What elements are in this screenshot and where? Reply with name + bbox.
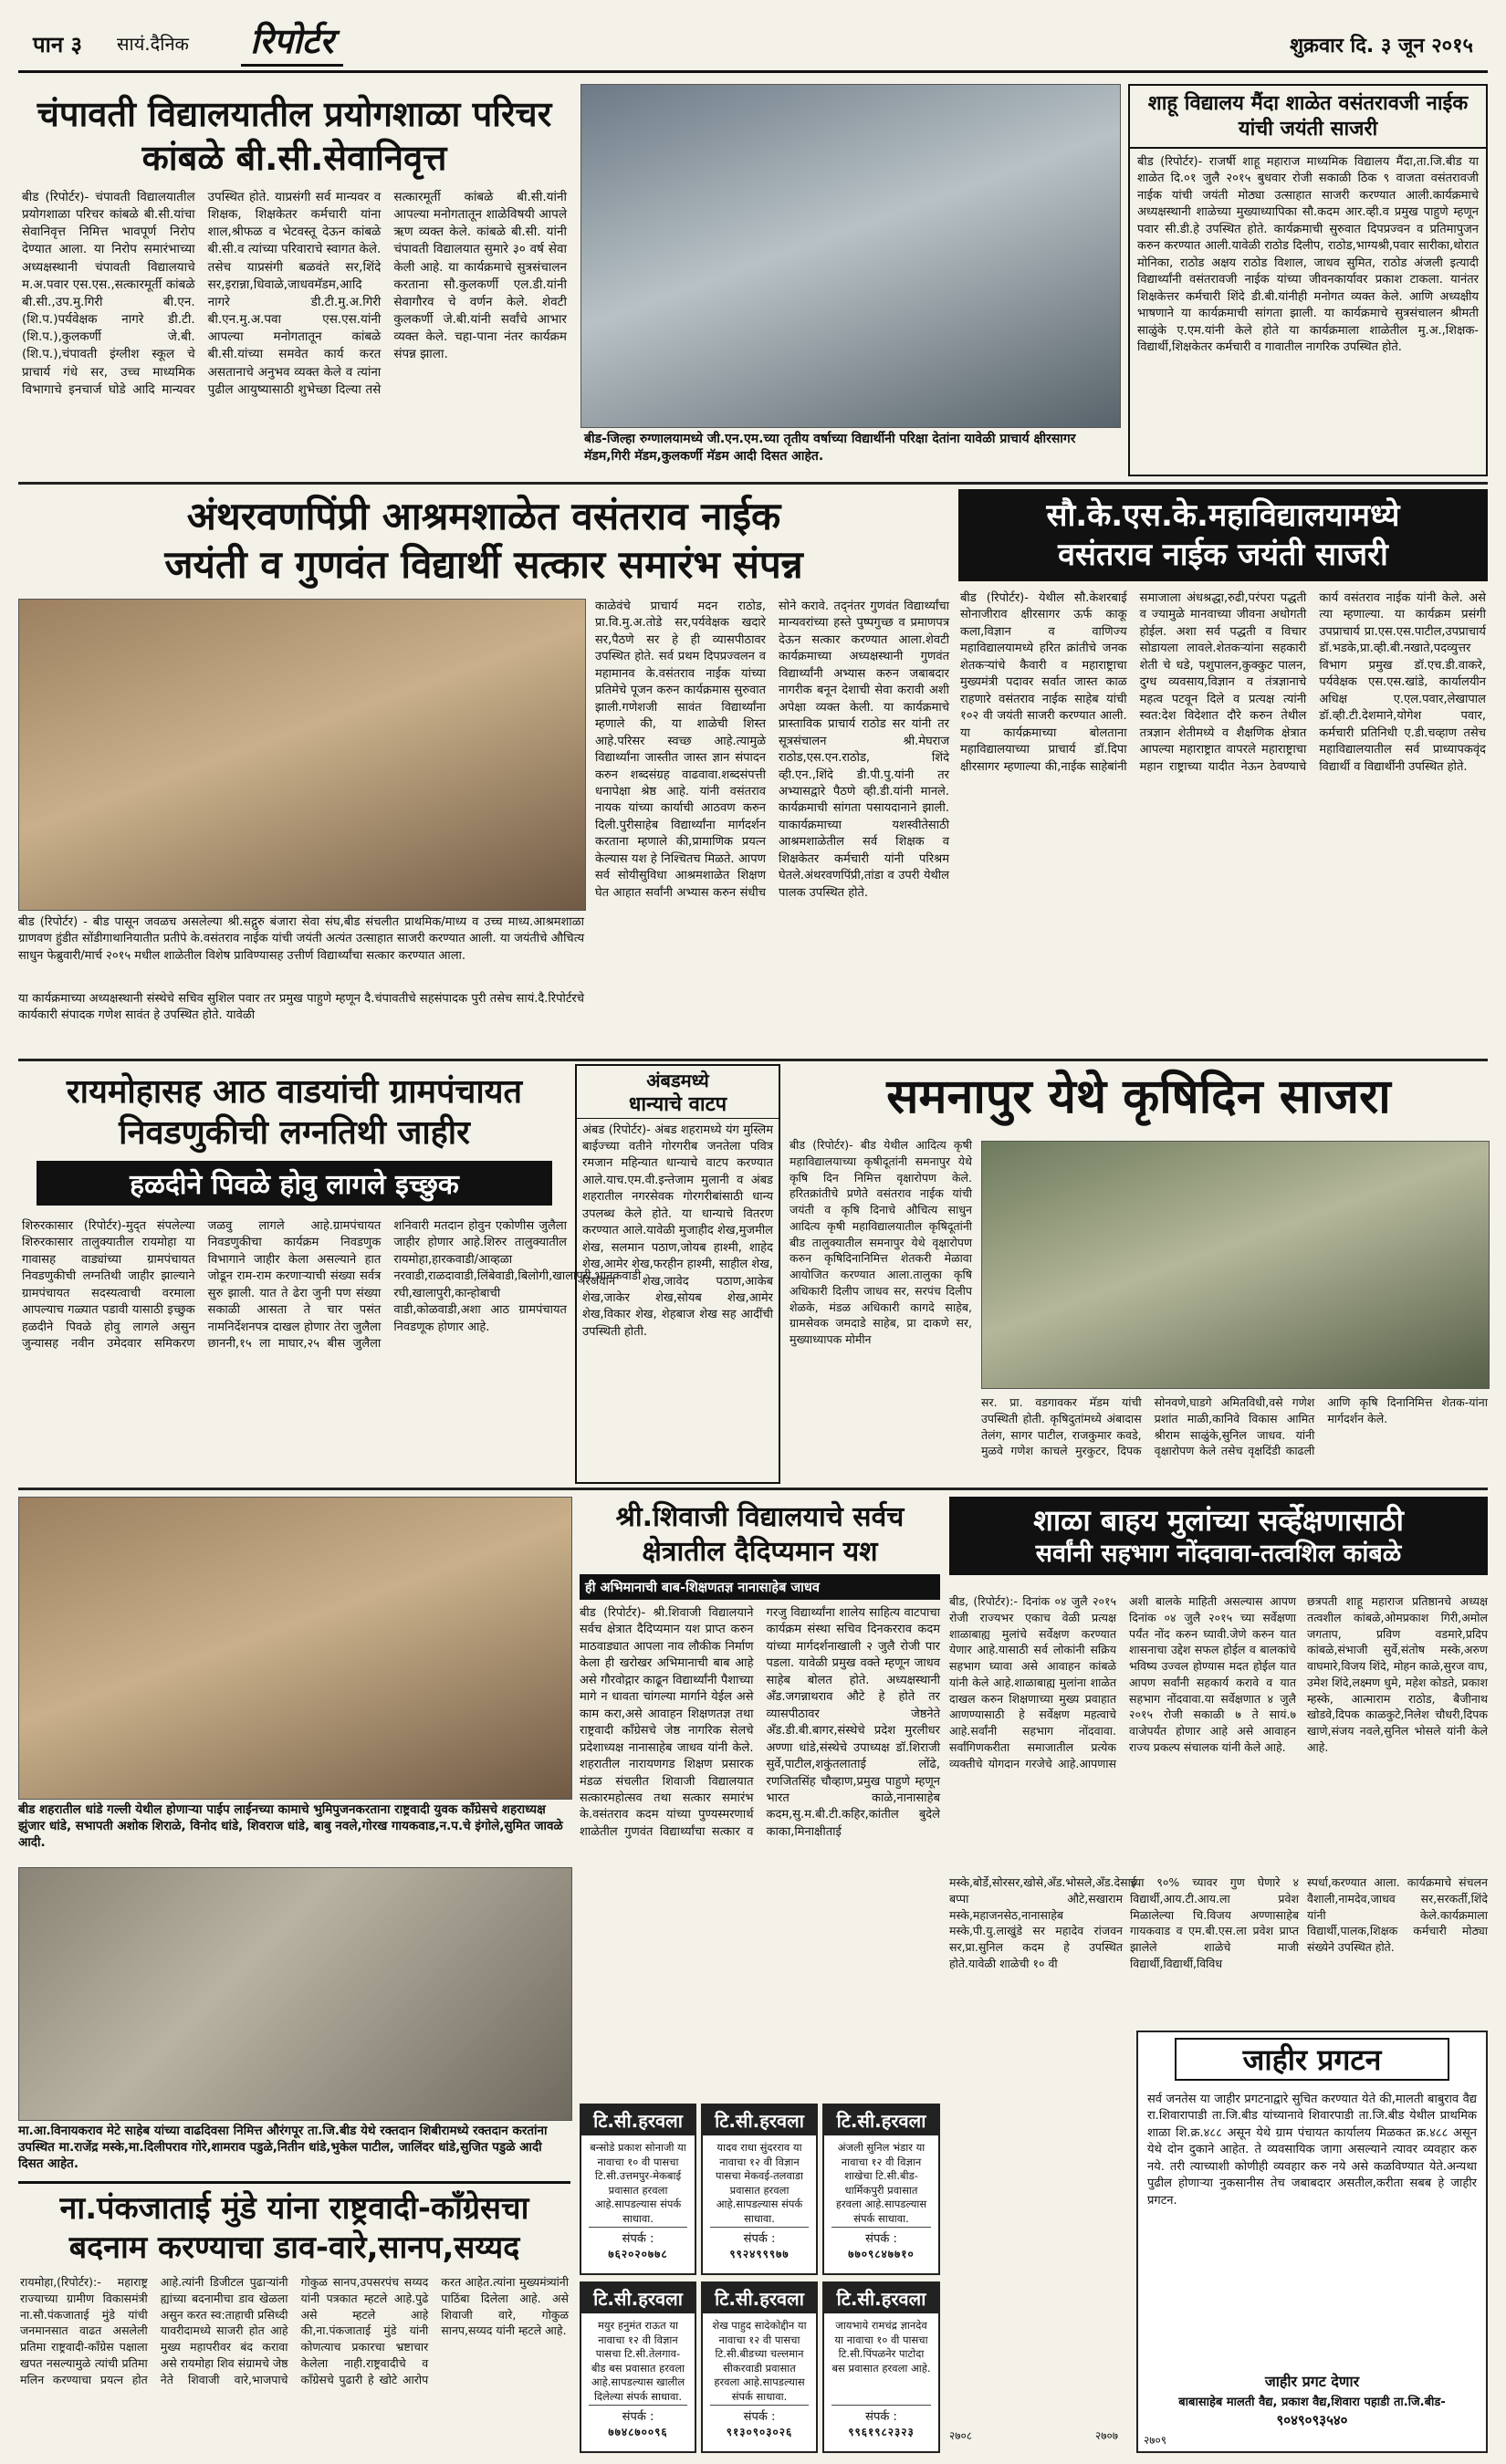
article-shivaji-title-1: श्री.शिवाजी विद्यालयाचे सर्वच xyxy=(615,1501,905,1533)
ad-1-head: टि.सी.हरवला xyxy=(581,2105,695,2135)
blood-donation-caption: मा.आ.विनायकराव मेटे साहेब यांच्या वाढदिवसा निमित्त औरंगपूर ता.जि.बीड येथे रक्तदान शिबीरामध्ये रक्तदान करतांना उपस्थित मा.राजेंद्र मस्के,मा.दिलीपराव गोरे,शामराव पडुळे,नितीन धांडे,भुकेल पाटील, जालिंदर धांडे,सुजित पडुळे आदी दिसत आहेत. xyxy=(18,2124,548,2172)
antharvan-caption-2: या कार्यक्रमाच्या अध्यक्षस्थानी संस्थेचे सचिव सुशिल पवार तर प्रमुख पाहुणे म्हणून दै.चंपावतीचे सहसंपादक पुरी तसेच सायं.दै.रिपोर्टरचे कार्यकारी संपादक गणेश सावंत हे उपस्थित होते. यावेळी xyxy=(18,992,584,1023)
article-raimoha xyxy=(18,1064,642,1484)
article-raimoha-title-2: निवडणुकीची लग्नतिथी जाहीर xyxy=(119,1114,470,1152)
divider-row2 xyxy=(18,1059,1488,1061)
samnapur-caption: सर. प्रा. वडगावकर मॅडम यांची उपस्थिती होती. कृषिदुतांमध्ये अंबादास तेलंग, सागर पाटील, राजकुमार कवडे, मुळवे गणेश काचले मुरकुटर, दिपक सोनवणे,घाडगे अमितविधी,वसे गणेश प्रशांत माळी,कानिवे विकास आमित श्रीराम साळुंके,सुनिल जाधव. यांनी वृक्षारोपण केले तसेच वृक्षदिंडी काढली आणि कृषि दिनानिमित्त शेतक-यांना मार्गदर्शन केले. xyxy=(981,1395,1488,1458)
article-antharvan-title-1: अंथरवणपिंप्री आश्रमशाळेत वसंतराव नाईक xyxy=(186,494,781,538)
article-champavati-body: बीड (रिपोर्टर)- चंपावती विद्यालयातील प्रयोगशाळा परिचर कांबळे बी.सी.यांचा सेवानिवृत्त निमित्त भावपूर्ण निरोप देण्यात आला. या निरोप समारंभाच्या अध्यक्षस्थानी चंपावती विद्यालयाचे म.अ.पवार एस.एस.,सत्कारमूर्ती कांबळे बी.सी.,उप.मु.गिरी बी.एन.(शि.प.)पर्यवेक्षक नागरे डी.टी.(शि.प.),कुलकर्णी जे.बी.(शि.प.),चंपावती इंग्लीश स्कूल चे प्राचार्य गंधे सर, उच्च माध्यमिक विभागाचे इनचार्ज घोडे आदि मान्यवर उपस्थित होते. याप्रसंगी सर्व मान्यवर व शिक्षक, शिक्षकेतर कर्मचारी यांना शाल,श्रीफळ व भेटवस्तू देऊन कांबळे बी.सी.व त्यांच्या परिवाराचे स्वागत केले. तसेच याप्रसंगी बळवंते सर,शिंदे सर,इरान्ना,धिवाळे,जाधवमॅडम,आदि नागरे डी.टी.मु.अ.गिरी बी.एन.मु.अ.पवा एस.एस.यांनी आपल्या मनोगतातून कांबळे बी.सी.यांच्या समवेत कार्य करत असतानाचे अनुभव व्यक्त केले व त्यांना पुढील आयुष्यासाठी शुभेच्छा दिल्या तसे सत्कारमूर्ती कांबळे बी.सी.यांनी आपल्या मनोगतातून शाळेविषयी आपले ऋण व्यक्त केले. कांबळे बी.सी. यांनी चंपावती विद्यालयात सुमारे ३० वर्ष सेवा केली आहे. या कार्यक्रमाचे सुत्रसंचालन करताना सौ.कुलकर्णी एल.डी.यांनी सेवागौरव चे वर्णन केले. शेवटी कुलकर्णी जे.बी.यांनी सर्वांचे आभार व्यक्त केले. चहा-पाना नंतर कार्यक्रम संपन्न झाला. xyxy=(22,190,567,397)
ad-tc-lost-2 xyxy=(701,2104,818,2275)
article-samnapur xyxy=(790,1064,1488,1484)
article-sks-title-2: वसंतराव नाईक जयंती साजरी xyxy=(1058,536,1388,573)
ad-4-phone: ७७४८७००९६ xyxy=(608,2426,668,2438)
article-sks-body: बीड (रिपोर्टर)- येथील सौ.केशरबाई सोनाजीराव क्षीरसागर ऊर्फ काकू कला,विज्ञान व वाणिज्य महाविद्यालयामध्ये हरित क्रांतीचे जनक शेतकऱ्यांचे कैवारी व महाराष्ट्राचा मुख्यमंत्री पदावर सर्वात जास्त काळ राहणारे वसंतराव नाईक साहेब यांची १०२ वी जयंती साजरी करण्यात आली. या कार्यक्रमाच्या बोलताना महाविद्यालयाच्या प्राचार्य डॉ.दिपा क्षीरसागर म्हणाल्या की,नाईक साहेबांनी समाजाला अंधश्रद्धा,रुढी,परंपरा पद्धती व ज्यामुळे मानवाच्या जीवना अधोगती होईल. अशा सर्व पद्धती व विचार सोडायला लावले.शेतकऱ्यांना सहकारी शेती चे धडे, पशुपालन,कुक्कुट पालन, दुग्ध व्यवसाय,विज्ञान व तंत्रज्ञानाचे महत्व पटवून दिले व प्रत्यक्ष त्यांनी स्वत:देश विदेशात दौरे करुन तेथील तत्रज्ञान शेतीमध्ये व शैक्षणिक क्षेत्रात आपल्या महाराष्ट्रात वापरले महाराष्ट्राचा महान राष्ट्राच्या यादीत नेऊन ठेवण्याचे कार्य वसंतराव नाईक यांनी केले. असे त्या म्हणाल्या. या कार्यक्रम प्रसंगी उपप्राचार्य प्रा.एस.एस.पाटील,उपप्राचार्य डॉ.भडके,प्रा.व्ही.बी.नखाते,पदव्युत्तर विभाग प्रमुख डॉ.एच.डी.वाकरे, पर्यवेक्षक एस.एस.खांडे, कार्यालयीन अधिक्ष ए.एल.पवार,लेखापाल डॉ.व्ही.टी.देशमाने,योगेश पवार, कर्मचारी प्रतिनिधी ए.डी.चव्हाण तसेच महाविद्यालयातील सर्व प्राध्यापकवृंद विद्यार्थी व विद्यार्थीनी उपस्थित होते. xyxy=(960,591,1486,774)
exam-hall-caption: बीड-जिल्हा रुग्णालयामध्ये जी.एन.एम.च्या तृतीय वर्षाच्या विद्यार्थीनी परिक्षा देतांना यावेळी प्राचार्य क्षीरसागर मॅडम,गिरी मॅडम,कुलकर्णी मॅडम आदी दिसत आहेत. xyxy=(584,432,1076,464)
page-number: पान ३ xyxy=(33,32,83,57)
article-raimoha-title-1: रायमोहासह आठ वाडयांची ग्रामपंचायत xyxy=(66,1073,523,1111)
survey-title: शाळा बाहय मुलांच्या सर्व्हेक्षणासाठी xyxy=(1033,1503,1404,1538)
article-shahu-title: शाहू विद्यालय मैंदा शाळेत वसंतरावजी नाईक यांची जयंती साजरी xyxy=(1130,86,1486,149)
ad-2-phone: ९९२४९९९७७ xyxy=(729,2248,790,2260)
ad-2-body: यादव राधा सुंदरराव या नावाचा १२ वी विज्ञान पासचा मेकवई-तलवाडा प्रवासात हरवला आहे.सापडल्यास संपर्क साधावा. xyxy=(716,2141,803,2225)
ad-tc-lost-3 xyxy=(822,2104,940,2275)
ad-5-phone: ९१३०९०३०२६ xyxy=(726,2426,793,2438)
photo-pipeline xyxy=(18,1497,570,1862)
antharvan-caption: बीड (रिपोर्टर) - बीड पासून जवळच असलेल्या श्री.सद्गुरु बंजारा सेवा संघ,बीड संचलीत प्राथमिक/माध्य व उच्च माध्य.आश्रमशाळा ग्राणवण हुंडीत सोंडीगाथानियातीत प्रतीपे के.वसंतराव नाईक यांची जयंती अत्यंत उत्साहात साजरी करण्यात आली. या जयंतीचे औचित्य साधुन फेब्रुवारी/मार्च २०१५ मधील शाळेतील विशेष प्राविण्यासह उत्तीर्ण विद्यार्थ्यांचा सत्कार करण्यात आला. xyxy=(18,915,584,963)
article-sks-title-1: सौ.के.एस.के.महाविद्यालयामध्ये xyxy=(1046,497,1400,534)
ad-6-phone: ९९६१९८२३२३ xyxy=(848,2426,915,2438)
pipeline-bhumipujan-image xyxy=(18,1497,572,1800)
article-shivaji-vidyalaya xyxy=(580,1497,940,2099)
public-notice-head: जाहीर प्रगटन xyxy=(1175,2038,1449,2081)
ad-tc-lost-4 xyxy=(580,2281,696,2453)
article-champavati xyxy=(18,84,570,476)
article-raimoha-subtitle: हळदीने पिवळे होवु लागले इच्छुक xyxy=(37,1161,552,1206)
article-pankaja-body: रायमोहा,(रिपोर्टर):- महाराष्ट्र राज्याच्या ग्रामीण विकासमंत्री ना.सौ.पंकजाताई मुंडे यांची जनमानसात वाढत असलेली प्रतिमा राष्ट्रवादी-काँग्रेस पक्षाला खपत नसल्यामुळे त्यांची प्रतिमा मलिन करण्याचा प्रयत्न होत आहे.त्यांनी डिजीटल पुढाऱ्यांनी ह्यांच्या बदनामीचा डाव खेळला असुन करत स्व:ताहाची प्रसिध्दी यावरीदामध्ये साजरी होत आहे मुख्य महापरीवर बंद करावा असे रायमोहा शिव संग्रामचे जेष्ठ नेते शिवाजी वारे,भाजपाचे गोकुळ सानप,उपसरपंच सय्यद यांनी पत्रकात म्हटले आहे.पुढे असे म्हटले आहे की,ना.पंकजाताई मुंडे यांनी कोणत्याच प्रकारचा भ्रष्टाचार केलेला नाही.राष्ट्रवादीचे व काँग्रेसचे पुढारी हे खोटे आरोप करत आहेत.त्यांना मुख्यमंत्र्यांनी पाठिंबा दिलेला आहे. असे शिवाजी वारे, गोकुळ सानप,सय्यद यांनी म्हटले आहे. xyxy=(20,2275,569,2386)
survey-body-continuation-3: स्पर्धा,करण्यात आला. कार्यक्रमाचे संचलन वैशाली,नामदेव,जाधव सर,सरकर्ती,शिंदे यांनी केले.कार्यक्रमाला विद्यार्थी,पालक,शिक्षक कर्मचारी मोठ्या संख्येने उपस्थित होते. xyxy=(1307,1875,1488,1954)
survey-body-continuation: मस्के,बोर्डे,सोरसर,खोसे,अँड.भोसले,अँड.देसाई बप्पा औटे,सखाराम मस्के,महाजनसेठ,नानासाहेब मस्के,पी.यु.लाखुंडे सर महादेव रांजवन सर,प्रा.सुनिल कदम हे उपस्थित होते.यावेळी शाळेची १० वी xyxy=(949,1875,1136,1970)
ad-2-head: टि.सी.हरवला xyxy=(703,2105,816,2135)
survey-title-box xyxy=(949,1497,1488,1575)
article-shahu-vidyalaya xyxy=(1128,84,1488,476)
article-raimoha-body: शिरुरकासार (रिपोर्टर)-मुद्त संपलेल्या शिरुरकासार तालुक्यातील रायमोहा या गावासह वाड्यांच्या ग्रामपंचायत निवडणुकीची लग्नतिथी जाहीर झाल्याने ग्रामपंचायत सदस्यत्वाची वरमाला आपल्याच गळ्यात पडावी यासाठी इच्छुक हळदीने पिवळे होवु लागले असुन जुन्यासह नवीन उमेदवार समिकरण जळवु लागले आहे.ग्रामपंचायत निवडणुकीचा कार्यक्रम निवडणुक विभागाने जाहीर केला असल्याने हात जोडून राम-राम करणाऱ्याची संख्या सर्वत्र सुरु झाली. यात ते ढेरा जुनी पण संख्या सकाळी आसता ते चार पसंत नामनिर्देशनपत्र दाखल होणार तेरा जुलैला छाननी,१५ ला माघार,२५ बीस जुलैला शनिवारी मतदान होवुन एकोणीस जुलैला जाहीर होणार आहे.शिरुर तालुक्यातील रायमोहा,हारकवाडी/आव्हळा नरवाडी,राळदावाडी,लिंबेवाडी,बिलोगी,खालापुरी,भानकवाडी रघी,खालापुरी,कान्होबाची वाडी,कोळवाडी,अशा आठ ग्रामपंचायत निवडणूक होणार आहे. xyxy=(22,1219,642,1352)
survey-body-right: छत्रपती शाहू महाराज प्रतिष्ठानचे अध्यक्ष तत्वशील कांबळे,ओमप्रकाश गिरी,अमोल जगताप, प्रविण वडमारे,प्रदिप कांबळे,संभाजी सुर्वे,संतोष मस्के,अरुण वाघमारे,विजय शिंदे, मोहन काळे,सुरज वाघ, उमेश शिंदे,लक्ष्मण धुमे, महेश कोडते, प्रकाश म्हस्के, आत्माराम राठोड, बैजीनाथ खोडवे,दिपक काळकुटे,निलेश चौधरी,दिपक खाणे,संजय नवले,सुनिल भोसले यांनी केले आहे. xyxy=(1307,1594,1488,1754)
photo-blood-donation xyxy=(18,1867,570,2174)
antharvan-body: काळेवंचे प्राचार्य मदन राठोड, प्रा.वि.मु.अ.तोडे सर,पर्यवेक्षक खदारे सर,पैठणे सर हे ही व्यासपीठावर उपस्थित होते. सर्व प्रथम दिपप्रज्वलन व महामानव के.वसंतराव नाईक यांच्या प्रतिमेचे पूजन करुन कार्यक्रमास सुरुवात झाली.गणेशजी सावंत विद्यार्थ्यांना म्हणाले की, या शाळेची शिस्त आहे.परिसर स्वच्छ आहे.त्यामुळे विद्यार्थ्यांना जास्तीत जास्त ज्ञान संपादन करुन शब्दसंग्रह वाढवावा.शब्दसंपत्ती धनापेक्षा श्रेष्ठ आहे. यांनी वसंतराव नायक यांच्या कार्याची आठवण करुन दिली.पुरीसाहेब विद्यार्थ्यांना मार्गदर्शन करताना म्हणाले की,प्रामाणिक प्रयत्न केल्यास यश हे निश्चितच मिळते. आपण सर्व सोयीसुविधा आश्रमशाळेत शिक्षण घेत आहात सर्वांनी अभ्यास करुन संधीच सोने करावे. तद्नंतर गुणवंत विद्यार्थ्यांचा मान्यवरांच्या हस्ते पुष्पगुच्छ व प्रमाणपत्र देऊन सत्कार करण्यात आला.शेवटी कार्यक्रमाच्या अध्यक्षस्थानी गुणवंत विद्यार्थ्यांनी अभ्यास करुन जबाबदार नागरीक बनून देशाची सेवा करावी अशी अपेक्षा व्यक्त केली. या कार्यक्रमाचे प्रास्ताविक प्राचार्य राठोड सर यांनी तर सूत्रसंचालन श्री.मेघराज राठोड,एस.एन.राठोड, शिंदे व्ही.एन.,शिंदे डी.पी.पु.यांनी तर अभ्यासद्वारे पैठणे व्ही.डी.यांनी मानले. कार्यक्रमाची सांगता पसायदानाने झाली. याकार्यक्रमाच्या यशस्वीतेसाठी आश्रमशाळेतील सर्व शिक्षक व शिक्षकेतर कर्मचारी यांनी परिश्रम घेतले.अंथरवणपिंप्री,तांडा व उपरी येथील पालक उपस्थित होते. xyxy=(595,600,949,900)
article-antharvan-title-2: जयंती व गुणवंत विद्यार्थी सत्कार समारंभ संपन्न xyxy=(164,541,803,587)
divider-row3 xyxy=(18,1488,1488,1490)
edition-label: सायं.दैनिक xyxy=(117,33,189,55)
article-ambad-title-1: अंबडमध्ये xyxy=(646,1070,709,1091)
article-shivaji-title-2: क्षेत्रातील दैदिप्यमान यश xyxy=(642,1535,878,1568)
article-ambad xyxy=(575,1064,780,1484)
ad-1-body: बन्सोडे प्रकाश सोनाजी या नावाचा १० वी पासचा टि.सी.उत्तमपुर-मेकबाई प्रवासात हरवला आहे.सापडल्यास संपर्क साधावा. xyxy=(590,2141,686,2225)
ad-1-phone: ७६२०२०७७८ xyxy=(608,2248,668,2260)
article-pankaja-title: ना.पंकजाताई मुंडे यांना राष्ट्रवादी-काँग्रेसचा बदनाम करण्याचा डाव-वारे,सानप,सय्यद xyxy=(59,2190,529,2266)
ad-4-head: टि.सी.हरवला xyxy=(581,2283,695,2313)
ad-3-contact: संपर्क : xyxy=(831,2227,931,2246)
page-header xyxy=(18,16,1488,73)
article-shivaji-subtitle: ही अभिमानाची बाब-शिक्षणतज्ञ नानासाहेब जाधव xyxy=(580,1574,940,1600)
ad-5-body: शेख पाहुद सादेकोद्दीन या नावाचा १२ वी पासचा टि.सी.बीडच्या चल्लमान सीकरवाडी प्रवासात हरवला आहे.सापडल्यास संपर्क साधावा. xyxy=(712,2319,807,2403)
public-notice-code: २७०९ xyxy=(1144,2434,1166,2447)
ad-3-phone: ७७०९८४७७१० xyxy=(848,2248,915,2260)
blood-donation-image xyxy=(18,1867,572,2121)
ad-6-contact: संपर्क : xyxy=(831,2405,931,2424)
public-notice-phone: ९०४९०९३५४० xyxy=(1276,2412,1348,2428)
ad-3-body: अंजली सुनिल भंडार या नावाचा १२ वी विज्ञान शाखेचा टि.सी.बीड-धार्मिकपुरी प्रवासात हरवला आहे.सापडल्यास संपर्क साधावा. xyxy=(835,2141,927,2225)
issue-date: शुक्रवार दि. ३ जून २०१५ xyxy=(1290,35,1473,57)
article-out-of-school-survey xyxy=(949,1497,1488,2026)
article-ambad-title-2: धान्याचे वाटप xyxy=(577,1092,779,1119)
article-sks-title-box xyxy=(958,489,1488,581)
survey-subtitle: सर्वांनी सहभाग नोंदवावा-तत्वशिल कांबळे xyxy=(1035,1540,1402,1568)
ad-tc-lost-5 xyxy=(701,2281,818,2453)
samnapur-group-image xyxy=(981,1141,1490,1389)
ad-1-contact: संपर्क : xyxy=(589,2227,687,2246)
masthead-logo: रिपोर्टर xyxy=(241,16,343,67)
ad-5-contact: संपर्क : xyxy=(710,2405,809,2424)
ad-code-right: २७०८ xyxy=(949,2429,972,2442)
article-pankaja xyxy=(18,2181,570,2455)
survey-body-continuation-2: च्या ९०% च्यावर गुण घेणारे ४ विद्यार्थी,आय.टी.आय.ला प्रवेश मिळालेल्या चि.विजय अण्णासाहेब गायकवाड व एम.बी.एस.ला प्रवेश प्राप्त झालेले शाळेचे माजी विद्यार्थी,विद्यार्थी,विविध xyxy=(1130,1875,1299,1970)
public-notice-body: सर्व जनतेस या जाहीर प्रगटनाद्वारे सुचित करण्यात येते की,मालती बाबुराव वैद्य रा.शिवारापाडी ता.जि.बीड यांच्यानावे शिवारपाडी ता.जि.बीड येथील प्राथमिक शाळा शि.क्र.४८८ असून येथे ग्राम पंचायत कार्यालय मिळकत क्र.४८८ असून येथे दोन दुकाने आहेत. ते व्यवसायिक जागा असल्याने त्यावर व्यवहार करु नये. तरी त्याच्याशी कोणीही व्यवहार करु नये असे कळविण्यात येते.अन्यथा पुढील होणाऱ्या नुकसानीस तेच जबाबदार असतील,करीता सबब हे जाहीर प्रगटन. xyxy=(1147,2093,1477,2208)
ad-3-head: टि.सी.हरवला xyxy=(824,2105,938,2135)
ad-code-left: २७०७ xyxy=(1095,2429,1118,2442)
ad-6-head: टि.सी.हरवला xyxy=(824,2283,938,2313)
article-shahu-body: बीड (रिपोर्टर)- राजर्षी शाहू महाराज माध्यमिक विद्यालय मैंदा,ता.जि.बीड या शाळेत दि.०१ जुलै २०१५ बुधवार रोजी सकाळी ठिक ९ वाजता वसंतरावजी नाईक यांची जयंती मोठ्या उत्साहात साजरी करण्यात आली.कार्यक्रमाचे अध्यक्षस्थानी शाळेच्या मुख्याध्यापिका सौ.कदम आर.व्ही.व प्रमुख पाहुणे म्हणून पवार सी.डी.हे उपस्थित होते. कार्यक्रमाची सुरुवात दिपप्रज्वन व प्रतिमापुजन करुन करण्यात आली.यावेळी राठोड दिलीप, राठोड,भाग्यश्री,पवार सारीका,थोरात मोनिका, राठोड अक्षय राठोड विशाल, जाधव सुमित, राठोड अंजली इत्यादी विद्यार्थ्यांनी वसंतरावजी नाईक यांच्या जीवनकार्यावर प्रकाश टाकला. यानंतर शिक्षकेत्तर कर्मचारी शिंदे डी.बी.यांनीही मनोगत व्यक्त केले. आणि अध्यक्षीय भाषणाने या कार्यक्रमाची सांगता झाली. या कार्यक्रमाचे सुत्रसंचालन श्रीमती साळुंके ए.एम.यांनी केले होते या कार्यक्रमाला शाळेतील मु.अ.,शिक्षक-विद्यार्थी,शिक्षकेतर कर्मचारी व गावातील नागरिक उपस्थित होते. xyxy=(1137,155,1479,354)
public-notice xyxy=(1136,2031,1488,2453)
article-champavati-title: चंपावती विद्यालयातील प्रयोगशाळा परिचर कांबळे बी.सी.सेवानिवृत्त xyxy=(37,94,552,178)
ad-4-contact: संपर्क : xyxy=(589,2405,687,2424)
article-antharvan xyxy=(18,489,949,1055)
ad-5-head: टि.सी.हरवला xyxy=(703,2283,816,2313)
ad-2-contact: संपर्क : xyxy=(710,2227,809,2246)
pipeline-caption: बीड शहरातील धांडे गल्ली येथील होणाऱ्या पाईप लाईनच्या कामाचे भुमिपुजनकरताना राष्ट्रवादी युवक काँग्रेसचे शहराध्यक्ष झुंजार धांडे, सभापती अशोक शिराळे, विनोद धांडे, शिवराज धांडे, बाबु नवले,गोरख गायकवाड,न.प.चे इंगोले,सुमित जावळे आदी. xyxy=(18,1802,563,1851)
public-notice-footer: जाहीर प्रगट देणार xyxy=(1264,2373,1360,2390)
public-notice-signer: बाबासाहेब मालती वैद्य, प्रकाश वैद्य,शिवारा पहाडी ता.जि.बीड- xyxy=(1178,2396,1446,2409)
article-ambad-body: अंबड (रिपोर्टर)- अंबड शहरामध्ये यंग मुस्लिम बाईज्च्या वतीने गोरगरीब जनतेला पवित्र रमजान महिन्यात धान्याचे वाटप करण्यात आले.याच.एम.वी.इन्तेजाम मुलानी व अंबड शहरातील नगरसेवक गोरगरीबांसाठी धान्य उपलब्ध केले होते. या धान्याचे वितरण करण्यात आले.यावेळी मुजाहीद शेख,मुजमील शेख, सलमान पठाण,जोयब हाश्मी, शाहेद शेख,आमेर शेख,फरहीन हाश्मी, साहील शेख, रिजवान शेख,जावेद पठाण,आकेब शेख,जाकेर शेख,सोयब शेख,आमेर शेख,विकार शेख, शेहबाज शेख सह आदींची उपस्थिती होती. xyxy=(582,1122,773,1339)
antharvan-felicitation-image xyxy=(18,599,586,911)
article-samnapur-body: बीड (रिपोर्टर)- बीड येथील आदित्य कृषी महाविद्यालयाच्या कृषीदूतांनी समनापुर येथे कृषि दिन निमित्त वृक्षारोपण केले. हरितक्रांतीचे प्रणेते वसंतराव नाईक यांची जयंती व कृषि दिनाचे औचित्य साधुन आदित्य कृषी महाविद्यालयातील कृषिदूतांनी बीड तालुक्यातील समनापुर येथे वृक्षारोपण करुन कृषिदिनानिमित्त शेतकरी मेळावा आयोजित करण्यात आला.तालुका कृषि अधिकारी दिलीप जाधव सर, सरपंच दिलीप शेळके, मंडळ अधिकारी कागदे साहेब, ग्रामसेवक जमदाडे साहेब, प्रा दाकणे सर, मुख्याध्यापक मोमीन xyxy=(790,1138,972,1346)
article-sks-college xyxy=(958,489,1488,1055)
exam-hall-image xyxy=(580,84,1121,428)
photo-exam-hall xyxy=(580,84,1119,476)
ad-6-body: जायभाये रामचंद्र ज्ञानदेव या नावाचा १० वी पासचा टि.सी.पिंपळनेर पाटोदा बस प्रवासात हरवला आहे. xyxy=(831,2319,931,2375)
divider-row1 xyxy=(18,482,1488,485)
article-samnapur-title: समनापुर येथे कृषिदिन साजरा xyxy=(886,1070,1391,1124)
survey-body: बीड, (रिपोर्टर):- दिनांक ०४ जुलै २०१५ रोजी राज्यभर एकाच वेळी प्रत्यक्ष शाळाबाह्य मुलांचे सर्वेक्षण करण्यात येणार आहे.यासाठी सर्व लोकांनी सक्रिय सहभाग घ्यावा असे आवाहन कांबळे यांनी केले आहे.शाळाबाह्य मुलांना शाळेत दाखल करुन शिक्षणाच्या मुख्य प्रवाहात आणण्यासाठी हे सर्वेक्षण महत्वाचे आहे.सर्वांनी सहभाग नोंदवावा. सर्वांगिणकरीता समाजातील प्रत्येक व्यक्तीचे योगदान गरजेचे आहे.आपणास अशी बालके माहिती असल्यास आपण दिनांक ०४ जुलै २०१५ च्या सर्वेक्षणा पर्यंत नोंद करुन घ्यावी.जेणे करुन यात शासनाचा उद्देश सफल होईल व बालकांचे भविष्य उज्वल होण्यास मदत होईल यात आपण सर्वांनी सहकार्य करावे व यात सहभाग नोंदवावा.या सर्वेक्षणात ४ जुलै २०१५ रोजी सकाळी ७ ते सायं.७ वाजेपर्यंत होणार आहे असे आवाहन राज्य प्रकल्प संचालक यांनी केले आहे. xyxy=(949,1594,1296,1770)
ad-4-body: मयुर हनुमंत राऊत या नावाचा १२ वी विज्ञान पासचा टि.सी.तेलगाव-बीड बस प्रवासात हरवला आहे.सापडल्यास खालील दिलेल्या संपर्क साधावा. xyxy=(591,2319,685,2403)
article-shivaji-body: बीड (रिपोर्टर)- श्री.शिवाजी विद्यालयाने सर्वच क्षेत्रात दैदिप्यमान यश प्राप्त करुन माठवाड्यात आपला नाव लौकीक निर्माण केला ही खरोखर अभिमानाची बाब आहे असे गौरवोद्गार काढून विद्यार्थ्यांनी पैशाच्या मागे न धावता चांगल्या मार्गाने येईल असे काम करा,असे आवाहन शिक्षणतज्ञ तथा राष्ट्रवादी काँग्रेसचे जेष्ठ नागरिक सेलचे प्रदेशाध्यक्ष नानासाहेब जाधव यांनी केले. शहरातील नारायणगड शिक्षण प्रसारक मंडळ संचलीत शिवाजी विद्यालयात सत्कारमहोत्सव तथा सत्कार समारंभ के.वसंतराव कदम यांच्या पुण्यस्मरणार्थ शाळेतील गुणवंत विद्यार्थ्यांचा सत्कार व गरजु विद्यार्थ्यांना शालेय साहित्य वाटपाचा कार्यक्रम संस्था सचिव दिनकरराव कदम यांच्या मार्गदर्शनाखाली २ जुलै रोजी पार पडला. यावेळी प्रमुख वक्ते म्हणून जाधव साहेब बोलत होते. अध्यक्षस्थानी अँड.जगन्नाथराव औटे हे होते तर व्यासपीठावर जेष्ठनेते अँड.डी.बी.बागर,संस्थेचे प्रदेश मुरलीधर अण्णा धांडे,संस्थेचे उपाध्यक्ष डॉ.शिराजी सुर्वे,पाटील,शकुंतलाताई लोंढे, रणजितसिंह चौव्हाण,प्रमुख पाहुणे म्हणून भारत काळे,नानासाहेब कदम,सु.म.बी.टी.कहिर,कांतील बुदेले काका,मिनाक्षीताई xyxy=(580,1606,940,1839)
ad-tc-lost-1 xyxy=(580,2104,696,2275)
ad-tc-lost-6 xyxy=(822,2281,940,2453)
